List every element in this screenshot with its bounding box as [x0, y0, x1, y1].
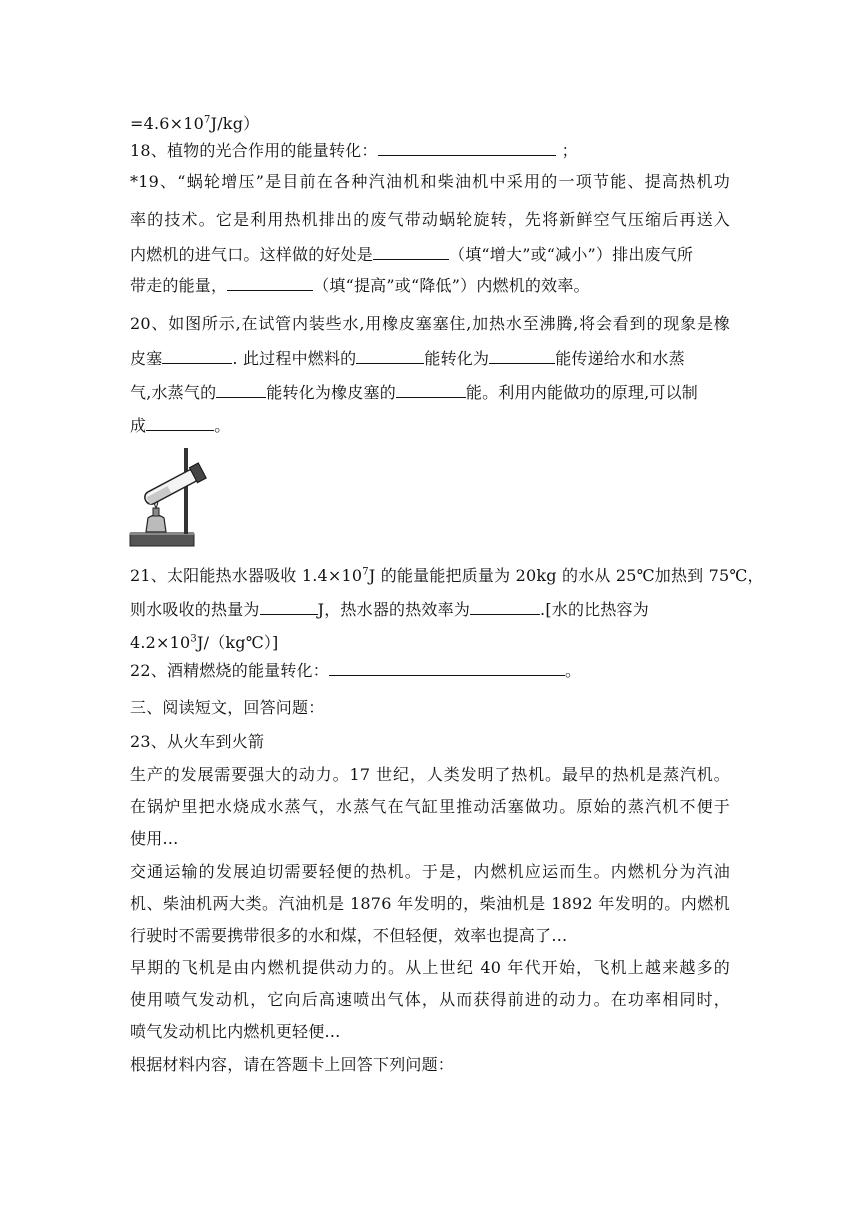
question-text: 能传递给水和水蒸	[555, 349, 685, 368]
question-text: 气,水蒸气的	[130, 383, 217, 402]
answer-blank[interactable]	[470, 600, 540, 615]
question-text: J 的能量能把质量为 20kg 的水从 25℃加热到 75℃，	[368, 566, 764, 585]
passage-line: 交通运输的发展迫切需要轻便的热机。于是，内燃机应运而生。内燃机分为汽油	[130, 862, 730, 881]
question-text: 18、植物的光合作用的能量转化：	[130, 141, 378, 160]
text: =4.6×10	[130, 114, 205, 133]
question-text: ；	[561, 141, 578, 160]
question-text: 皮塞	[130, 349, 163, 368]
passage-line: 早期的飞机是由内燃机提供动力的。从上世纪 40 年代开始，飞机上越来越多的	[130, 958, 730, 977]
question-22	[130, 661, 730, 681]
question-19-line-2: 率的技术。它是利用热机排出的废气带动蜗轮旋转，先将新鲜空气压缩后再送入	[130, 210, 730, 229]
question-23-title: 23、从火车到火箭	[130, 732, 265, 751]
superscript: 7	[362, 566, 369, 578]
question-20-line-3	[130, 383, 730, 403]
instruction-text: 根据材料内容，请在答题卡上回答下列问题：	[130, 1055, 455, 1074]
answer-blank[interactable]	[356, 349, 424, 364]
question-text: 能。利用内能做功的原理,可以制	[465, 383, 698, 402]
answer-blank[interactable]	[260, 600, 318, 615]
question-text: （填“增大”或“减小”）排出废气所	[449, 245, 694, 264]
passage-line: 机、柴油机两大类。汽油机是 1876 年发明的，柴油机是 1892 年发明的。内燃机	[130, 894, 730, 913]
question-text: 内燃机的进气口。这样做的好处是	[130, 245, 374, 264]
question-text: J/（kg℃）]	[196, 633, 279, 652]
answer-blank[interactable]	[329, 661, 565, 676]
passage-line: 使用…	[130, 829, 179, 848]
question-19-line-3	[130, 245, 730, 265]
question-text: 22、酒精燃烧的能量转化：	[130, 661, 329, 680]
question-19-line-1: *19、“蜗轮增压”是目前在各种汽油机和柴油机中采用的一项节能、提高热机功	[130, 172, 730, 191]
test-tube-apparatus-figure	[128, 446, 210, 550]
question-text: 4.2×10	[130, 633, 191, 652]
q17-tail	[130, 114, 730, 134]
question-text: 21、太阳能热水器吸收 1.4×10	[130, 566, 363, 585]
question-text: .[水的比热容为	[540, 600, 649, 619]
question-20-line-4	[130, 416, 730, 436]
question-text: 则水吸收的热量为	[130, 600, 260, 619]
question-text: （填“提高”或“降低”）内燃机的效率。	[313, 276, 590, 295]
question-text: J，热水器的热效率为	[317, 600, 471, 619]
answer-blank[interactable]	[146, 416, 214, 431]
question-20-line-1: 20、如图所示,在试管内装些水,用橡皮塞塞住,加热水至沸腾,将会看到的现象是橡	[130, 314, 730, 333]
answer-blank[interactable]	[378, 141, 556, 156]
answer-blank[interactable]	[396, 383, 466, 398]
question-21-line-3	[130, 633, 730, 653]
answer-blank[interactable]	[216, 383, 266, 398]
question-21-line-1	[130, 566, 764, 586]
answer-blank[interactable]	[373, 245, 449, 260]
passage-line: 喷气发动机比内燃机更轻便…	[130, 1022, 341, 1041]
passage-line: 使用喷气发动机，它向后高速喷出气体，从而获得前进的动力。在功率相同时，	[130, 990, 730, 1009]
section-3-heading: 三、阅读短文，回答问题：	[130, 698, 325, 717]
question-text: . 此过程中燃料的	[232, 349, 357, 368]
question-18	[130, 141, 730, 161]
question-text: 。	[564, 661, 582, 680]
passage-line: 在锅炉里把水烧成水蒸气，水蒸气在气缸里推动活塞做功。原始的蒸汽机不便于	[130, 797, 730, 816]
text: J/kg）	[210, 114, 260, 133]
question-text: 带走的能量，	[130, 276, 228, 295]
answer-blank[interactable]	[227, 276, 313, 291]
passage-line: 行驶时不需要携带很多的水和煤，不但轻便，效率也提高了…	[130, 926, 568, 945]
question-21-line-2	[130, 600, 730, 620]
question-text: 成	[130, 416, 147, 435]
question-text: 。	[214, 416, 231, 435]
question-20-line-2	[130, 349, 730, 369]
passage-line: 生产的发展需要强大的动力。17 世纪，人类发明了热机。最早的热机是蒸汽机。	[130, 765, 730, 784]
question-text: 能转化为	[424, 349, 490, 368]
answer-blank[interactable]	[489, 349, 555, 364]
answer-blank[interactable]	[162, 349, 232, 364]
superscript: 3	[190, 633, 197, 645]
question-text: 能转化为橡皮塞的	[266, 383, 396, 402]
superscript: 7	[204, 114, 211, 126]
question-19-line-4	[130, 276, 730, 296]
